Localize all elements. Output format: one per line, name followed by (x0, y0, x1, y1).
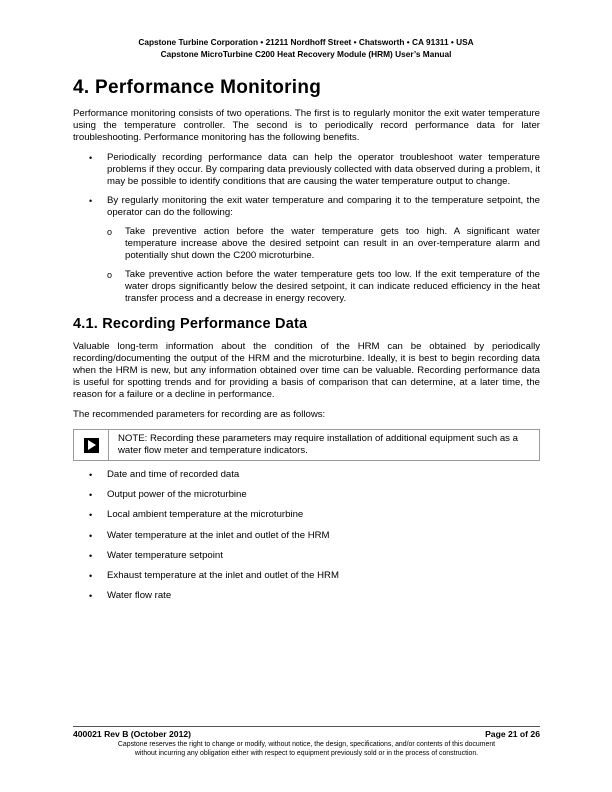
bullet-icon: • (89, 570, 93, 581)
disclaimer-line: Capstone reserves the right to change or modify, without notice, the design, specifications, and/or contents of this document (117, 741, 496, 748)
doc-revision: 400021 Rev B (October 2012) (73, 729, 191, 739)
disclaimer-line: without incurring any obligation either with respect to equipment previously sold or in the process of construction. (134, 750, 479, 757)
header-manual-title: Capstone MicroTurbine C200 Heat Recovery Module (HRM) User’s Manual (160, 49, 452, 59)
sub-bullet-icon: o (107, 270, 113, 280)
list-item (73, 550, 540, 562)
list-item (73, 570, 540, 582)
benefits-list (73, 152, 540, 305)
list-item (73, 469, 540, 481)
sub-list (107, 226, 540, 305)
list-item (73, 530, 540, 542)
parameter-text: Water flow rate (107, 590, 172, 602)
list-item (73, 590, 540, 602)
sub-list-item (107, 226, 540, 262)
list-item-text: Periodically recording performance data can help the operator troubleshoot water temperature problems if they occur. By comparing data previously collected with data observed during a problem, it may be possible to identify conditions that are causing the water temperature output to change. (107, 152, 541, 187)
play-arrow-icon (84, 438, 99, 453)
parameter-text: Output power of the microturbine (107, 489, 247, 501)
header-company-line: Capstone Turbine Corporation • 21211 Nordhoff Street • Chatsworth • CA 91311 • USA (138, 37, 474, 47)
bullet-icon: • (89, 591, 93, 602)
parameter-text: Water temperature setpoint (107, 549, 223, 561)
footer-disclaimer (73, 740, 540, 758)
page-number: Page 21 of 26 (485, 729, 540, 739)
footer-row (73, 728, 540, 740)
footer-divider (73, 726, 540, 727)
list-item (73, 509, 540, 521)
note-text: NOTE: Recording these parameters may require installation of additional equipment such as a water flow meter and temperature indicators. (118, 433, 518, 456)
page-content (73, 76, 540, 610)
section-intro: Performance monitoring consists of two operations. The first is to regularly monitor the exit water temperature using the temperature controller. The second is to periodically record performance data for later troubleshooting. Performance monitoring has the following benefits. (73, 108, 540, 143)
bullet-icon: • (89, 490, 93, 501)
bullet-icon: • (89, 530, 93, 541)
list-item-text: By regularly monitoring the exit water temperature and comparing it to the temperature setpoint, the operator can do the following: (107, 195, 540, 218)
parameters-intro: The recommended parameters for recording are as follows: (73, 409, 326, 420)
subsection-paragraph: Valuable long-term information about the condition of the HRM can be obtained by periodically recording/documenting the output of the HRM and the microturbine. Ideally, it is best to begin recording data when the HRM is new, but any information obtained over time can be valuable. Recording performance data is useful for spotting trends and for providing a basis of comparison that can determine, at a later time, the reason for a failure or a decline in performance. (73, 341, 540, 400)
bullet-icon: • (89, 196, 93, 206)
sub-bullet-icon: o (107, 227, 113, 237)
note-box (73, 429, 540, 461)
list-item (73, 195, 540, 305)
parameter-text: Exhaust temperature at the inlet and outlet of the HRM (107, 569, 339, 581)
subsection-title: 4.1. Recording Performance Data (73, 316, 308, 332)
bullet-icon: • (89, 470, 93, 480)
parameter-text: Local ambient temperature at the microturbine (107, 509, 304, 521)
bullet-icon: • (89, 510, 93, 521)
section-title: 4. Performance Monitoring (73, 77, 322, 98)
page-header (0, 36, 612, 60)
parameter-text: Water temperature at the inlet and outlet of the HRM (107, 529, 330, 541)
parameters-list (73, 469, 540, 602)
sub-list-item-text: Take preventive action before the water temperature gets too low. If the exit temperature of the water drops significantly below the desired setpoint, it can indicate reduced efficiency in the heat transfer process and a decrease in energy recovery. (125, 269, 540, 304)
bullet-icon: • (89, 550, 93, 561)
note-icon-cell (74, 430, 109, 460)
list-item (73, 152, 540, 188)
list-item (73, 489, 540, 501)
sub-list-item-text: Take preventive action before the water temperature gets too high. A significant water temperature increase above the desired setpoint can result in an over-temperature alarm and potentially shut down the C200 microturbine. (125, 226, 540, 261)
parameter-text: Date and time of recorded data (107, 469, 240, 480)
page-footer (73, 726, 540, 758)
sub-list-item (107, 269, 540, 305)
bullet-icon: • (89, 153, 93, 163)
